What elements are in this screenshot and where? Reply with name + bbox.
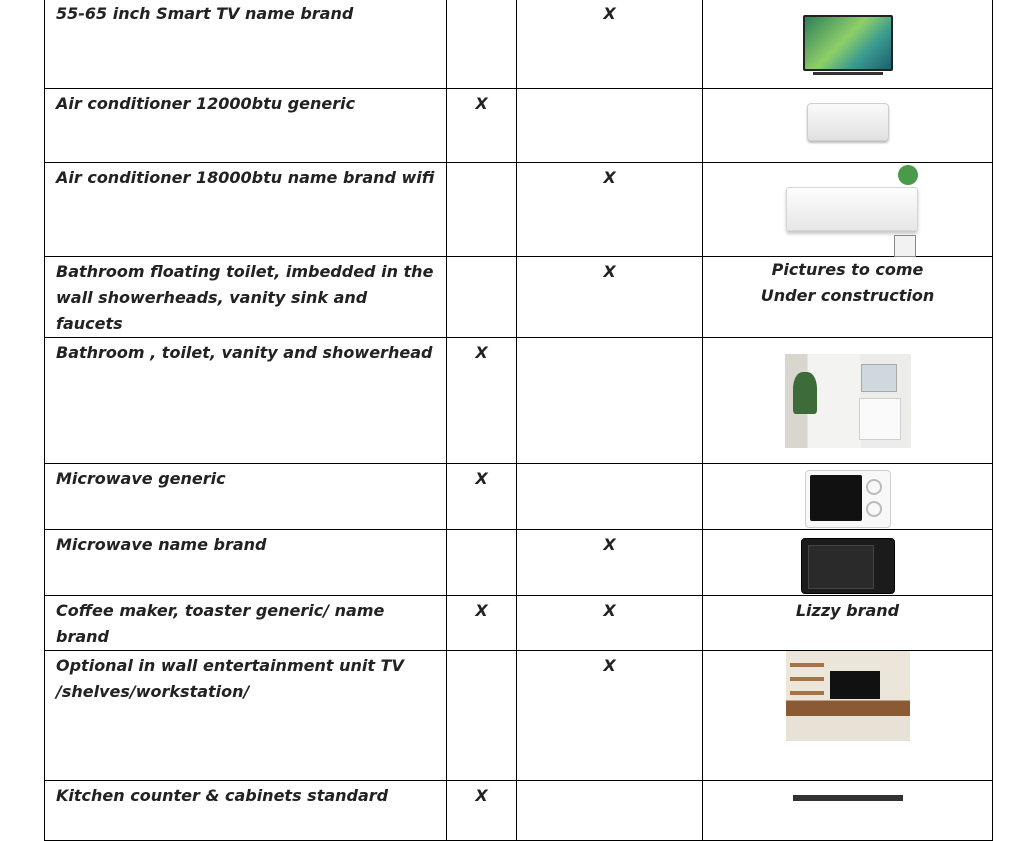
amenities-table bbox=[44, 0, 993, 841]
name-brand-mark: X bbox=[517, 257, 703, 338]
picture-cell bbox=[703, 163, 993, 257]
white-microwave-image bbox=[805, 470, 891, 528]
name-brand-mark bbox=[517, 464, 703, 530]
item-cell: Microwave generic bbox=[45, 464, 447, 530]
kitchen-image bbox=[793, 795, 903, 801]
table-row bbox=[45, 89, 993, 163]
item-cell: Optional in wall entertainment unit TV /shelves/workstation/ bbox=[45, 651, 447, 781]
table-row bbox=[45, 651, 993, 781]
name-brand-mark: X bbox=[517, 596, 703, 651]
table-row bbox=[45, 781, 993, 841]
generic-mark bbox=[447, 163, 517, 257]
table-row bbox=[45, 338, 993, 464]
bathroom-image bbox=[785, 354, 911, 448]
item-cell: Bathroom , toilet, vanity and showerhead bbox=[45, 338, 447, 464]
generic-mark bbox=[447, 257, 517, 338]
picture-cell bbox=[703, 257, 993, 338]
table-row bbox=[45, 530, 993, 596]
item-cell: Bathroom floating toilet, imbedded in the wall showerheads, vanity sink and faucets bbox=[45, 257, 447, 338]
table-row bbox=[45, 257, 993, 338]
black-microwave-image bbox=[801, 538, 895, 594]
name-brand-mark bbox=[517, 338, 703, 464]
name-brand-mark bbox=[517, 781, 703, 841]
note-line: Under construction bbox=[760, 286, 935, 305]
name-brand-mark: X bbox=[517, 530, 703, 596]
generic-mark: X bbox=[447, 338, 517, 464]
item-cell: Kitchen counter & cabinets standard bbox=[45, 781, 447, 841]
picture-cell bbox=[703, 464, 993, 530]
air-conditioner-image bbox=[807, 103, 889, 141]
name-brand-mark: X bbox=[517, 0, 703, 89]
picture-cell bbox=[703, 781, 993, 841]
item-cell: Coffee maker, toaster generic/ name brand bbox=[45, 596, 447, 651]
picture-cell bbox=[703, 651, 993, 781]
picture-cell: Lizzy brand bbox=[703, 596, 993, 651]
picture-cell bbox=[703, 89, 993, 163]
item-cell: Air conditioner 18000btu name brand wifi bbox=[45, 163, 447, 257]
generic-mark bbox=[447, 651, 517, 781]
item-cell: Microwave name brand bbox=[45, 530, 447, 596]
item-cell: 55-65 inch Smart TV name brand bbox=[45, 0, 447, 89]
wifi-icon bbox=[894, 235, 916, 257]
generic-mark: X bbox=[447, 464, 517, 530]
tv-image bbox=[803, 15, 893, 71]
picture-cell bbox=[703, 0, 993, 89]
generic-mark bbox=[447, 530, 517, 596]
name-brand-mark: X bbox=[517, 651, 703, 781]
table-row bbox=[45, 596, 993, 651]
generic-mark: X bbox=[447, 781, 517, 841]
picture-cell bbox=[703, 338, 993, 464]
item-cell: Air conditioner 12000btu generic bbox=[45, 89, 447, 163]
table-row bbox=[45, 464, 993, 530]
picture-cell bbox=[703, 530, 993, 596]
generic-mark: X bbox=[447, 596, 517, 651]
leaf-icon bbox=[898, 165, 918, 185]
note-line: Pictures to come bbox=[771, 260, 924, 279]
table-row bbox=[45, 0, 993, 89]
table-row bbox=[45, 163, 993, 257]
entertainment-unit-image bbox=[786, 651, 910, 741]
air-conditioner-wifi-image bbox=[786, 187, 918, 231]
name-brand-mark: X bbox=[517, 163, 703, 257]
generic-mark: X bbox=[447, 89, 517, 163]
generic-mark bbox=[447, 0, 517, 89]
name-brand-mark bbox=[517, 89, 703, 163]
